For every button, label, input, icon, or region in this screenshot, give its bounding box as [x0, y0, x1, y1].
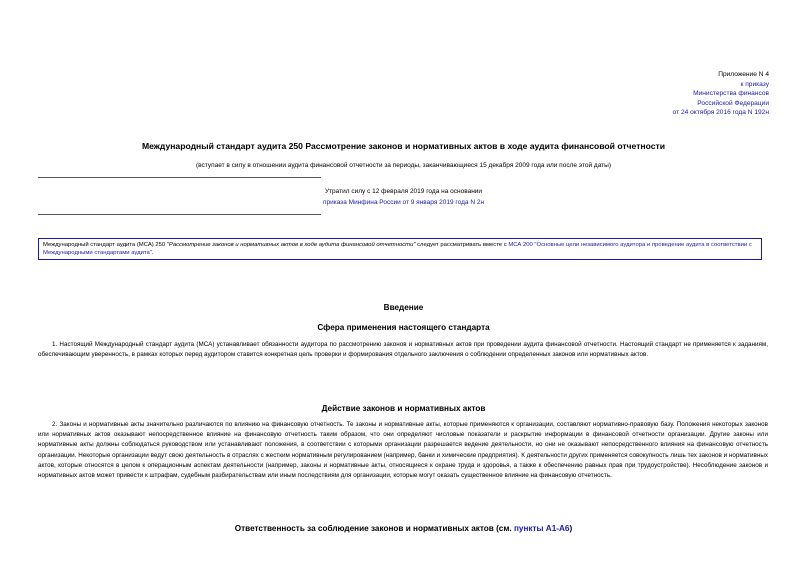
appendix-number: Приложение N 4 [718, 71, 769, 78]
paragraph-2: 2. Законы и нормативные акты значительно различаются по влиянию на финансовую отчетность. Те законы и нормативные акты, которые применяются к организации, составляют нормативно-правовую базу. Положения некоторых законов или нормативных актов оказывают непосредственное влияние на финансовую отчетность таким образом, что они определяют числовые показатели и раскрытие информации в финансовой отчетности организации. Другие законы или нормативные акты должны соблюдаться руководством или устанавливают положения, в соответствии с которыми организации разрешается ведение деятельности, но они не оказывают непосредственного влияния на финансовую отчетность организации. Некоторые организации ведут свою деятельность в отраслях с жестким нормативным регулированием (например, банки и химические предприятия). К деятельности других применяется совокупность лишь тех законов и нормативных актов, которые относятся в целом к операционным аспектам деятельности (например, законы и нормативные акты, относящиеся к охране труда и здоровья, а также к обеспечению равных прав при трудоустройстве). Несоблюдение законов и нормативных актов может привести к штрафам, судебным разбирательствам или иным последствиям для организации, которые могут оказать существенное влияние на финансовую отчетность. [38, 421, 768, 480]
document-title: Международный стандарт аудита 250 Рассмотрение законов и нормативных актов в ходе аудита финансовой отчетности [141, 141, 666, 151]
note-text-2: следует рассматривать вместе с [415, 242, 509, 248]
ministry-link[interactable]: Министерства финансов [693, 90, 769, 97]
note-box [38, 238, 762, 260]
responsibility-heading-text: Ответственность за соблюдение законов и нормативных актов (см. [234, 524, 514, 533]
document-subtitle: (вступает в силу в отношении аудита финансовой отчетности за периоды, заканчивающиеся 15 декабря 2009 года или после этой даты) [195, 162, 611, 169]
federation-link[interactable]: Российской Федерации [697, 99, 769, 107]
intro-heading: Введение [383, 303, 424, 312]
lost-force-text: Утратил силу с 12 февраля 2019 года на основании [324, 188, 483, 195]
note-text-1: Международный стандарт аудита (МСА) 250 [43, 242, 167, 248]
paragraph-1: 1. Настоящий Международный стандарт аудита (МСА) устанавливает обязанности аудитора по рассмотрению законов и нормативных актов при проведении аудита финансовой отчетности. Настоящий стандарт не применяется к заданиям, обеспечивающим уверенность, в рамках которых перед аудитором ставится конкретная цель проверки и формирования отдельного заключения о соблюдении определенных законов или нормативных актов. [38, 341, 768, 359]
responsibility-heading [0, 524, 807, 533]
lost-force-note [0, 186, 807, 208]
isa200-link[interactable]: МСА 200 "Основные цели независимого аудитора и проведение аудита в соответствии с Международными стандартами аудита" [43, 242, 752, 257]
order-date-link[interactable]: от 24 октября 2016 года N 192н [672, 109, 769, 116]
effect-heading: Действие законов и нормативных актов [321, 404, 486, 413]
note-text-3: . [151, 250, 154, 257]
order-link[interactable]: к приказу [740, 80, 769, 88]
lost-force-link[interactable]: приказа Минфина России от 9 января 2019 года N 2н [322, 199, 485, 206]
appendix-block [673, 70, 769, 118]
responsibility-heading-close: ) [569, 524, 573, 533]
scope-heading: Сфера применения настоящего стандарта [317, 323, 490, 332]
divider-top [38, 177, 321, 178]
paragraphs-a1-a6-link[interactable]: пункты А1-А6 [513, 524, 570, 533]
divider-bottom [38, 214, 321, 215]
note-italic-title: "Рассмотрение законов и нормативных актов в ходе аудита финансовой отчетности" [166, 242, 416, 248]
